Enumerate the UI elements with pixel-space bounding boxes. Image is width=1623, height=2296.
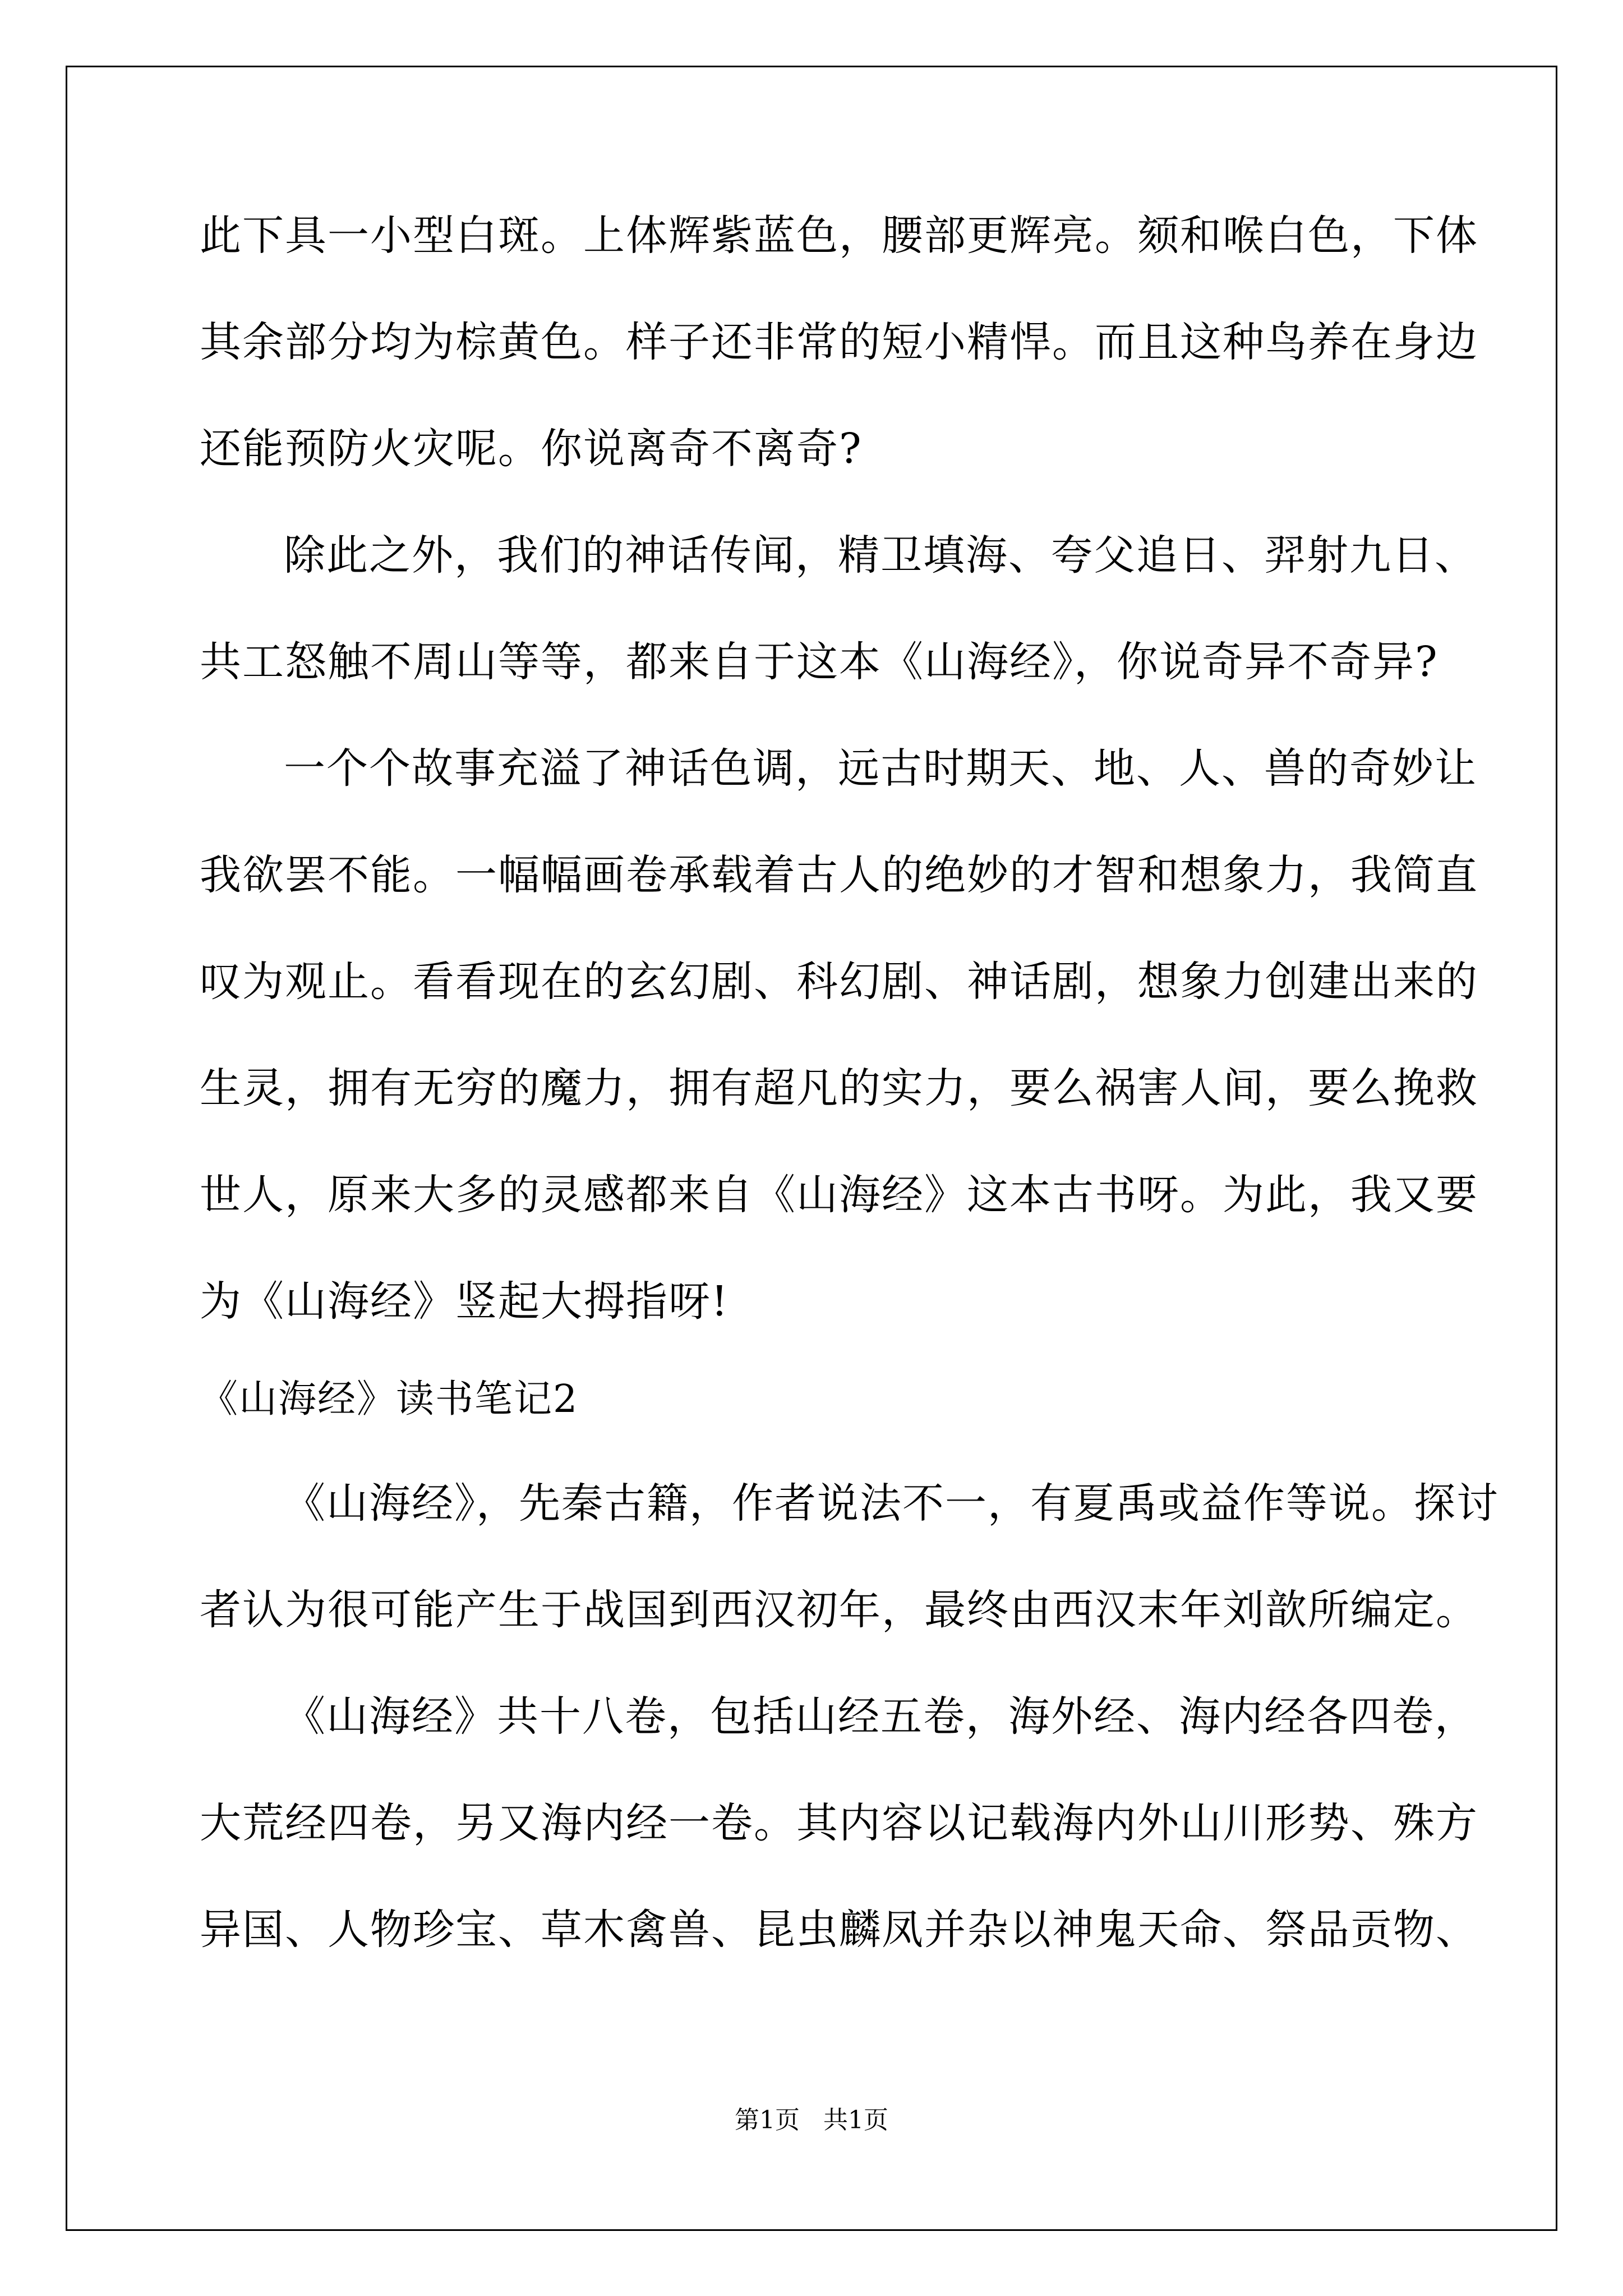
text-line: 叹为观止。看看现在的玄幻剧、科幻剧、神话剧，想象力创建出来的 [200,958,1478,1006]
text-line: 异国、人物珍宝、草木禽兽、昆虫麟凤并杂以神鬼天命、祭品贡物、 [200,1906,1478,1954]
text-line: 共工怒触不周山等等，都来自于这本《山海经》，你说奇异不奇异? [200,638,1438,686]
text-line: 世人，原来大多的灵感都来自《山海经》这本古书呀。为此，我又要 [200,1171,1478,1219]
text-line: 为《山海经》竖起大拇指呀! [200,1277,729,1326]
page-footer: 第1页 共1页 [735,2106,888,2134]
text-line: 还能预防火灾呢。你说离奇不离奇? [200,425,863,473]
text-line: 除此之外，我们的神话传闻，精卫填海、夸父追日、羿射九日、 [284,531,1477,579]
section-heading: 《山海经》读书笔记2 [200,1377,579,1421]
text-line: 大荒经四卷，另又海内经一卷。其内容以记载海内外山川形势、殊方 [200,1799,1478,1847]
text-line: 一个个故事充溢了神话色调，远古时期天、地、人、兽的奇妙让 [284,744,1477,793]
text-line: 其余部分均为棕黄色。样子还非常的短小精悍。而且这种鸟养在身边 [200,318,1478,366]
text-line: 《山海经》共十八卷，包括山经五卷，海外经、海内经各四卷， [284,1692,1477,1741]
text-line: 《山海经》，先秦古籍，作者说法不一，有夏禹或益作等说。探讨 [284,1479,1499,1527]
text-line: 生灵，拥有无穷的魔力，拥有超凡的实力，要么祸害人间，要么挽救 [200,1064,1478,1112]
text-line: 此下具一小型白斑。上体辉紫蓝色，腰部更辉亮。颏和喉白色，下体 [200,211,1478,260]
text-line: 我欲罢不能。一幅幅画卷承载着古人的绝妙的才智和想象力，我简直 [200,851,1478,899]
text-line: 者认为很可能产生于战国到西汉初年，最终由西汉末年刘歆所编定。 [200,1586,1478,1634]
